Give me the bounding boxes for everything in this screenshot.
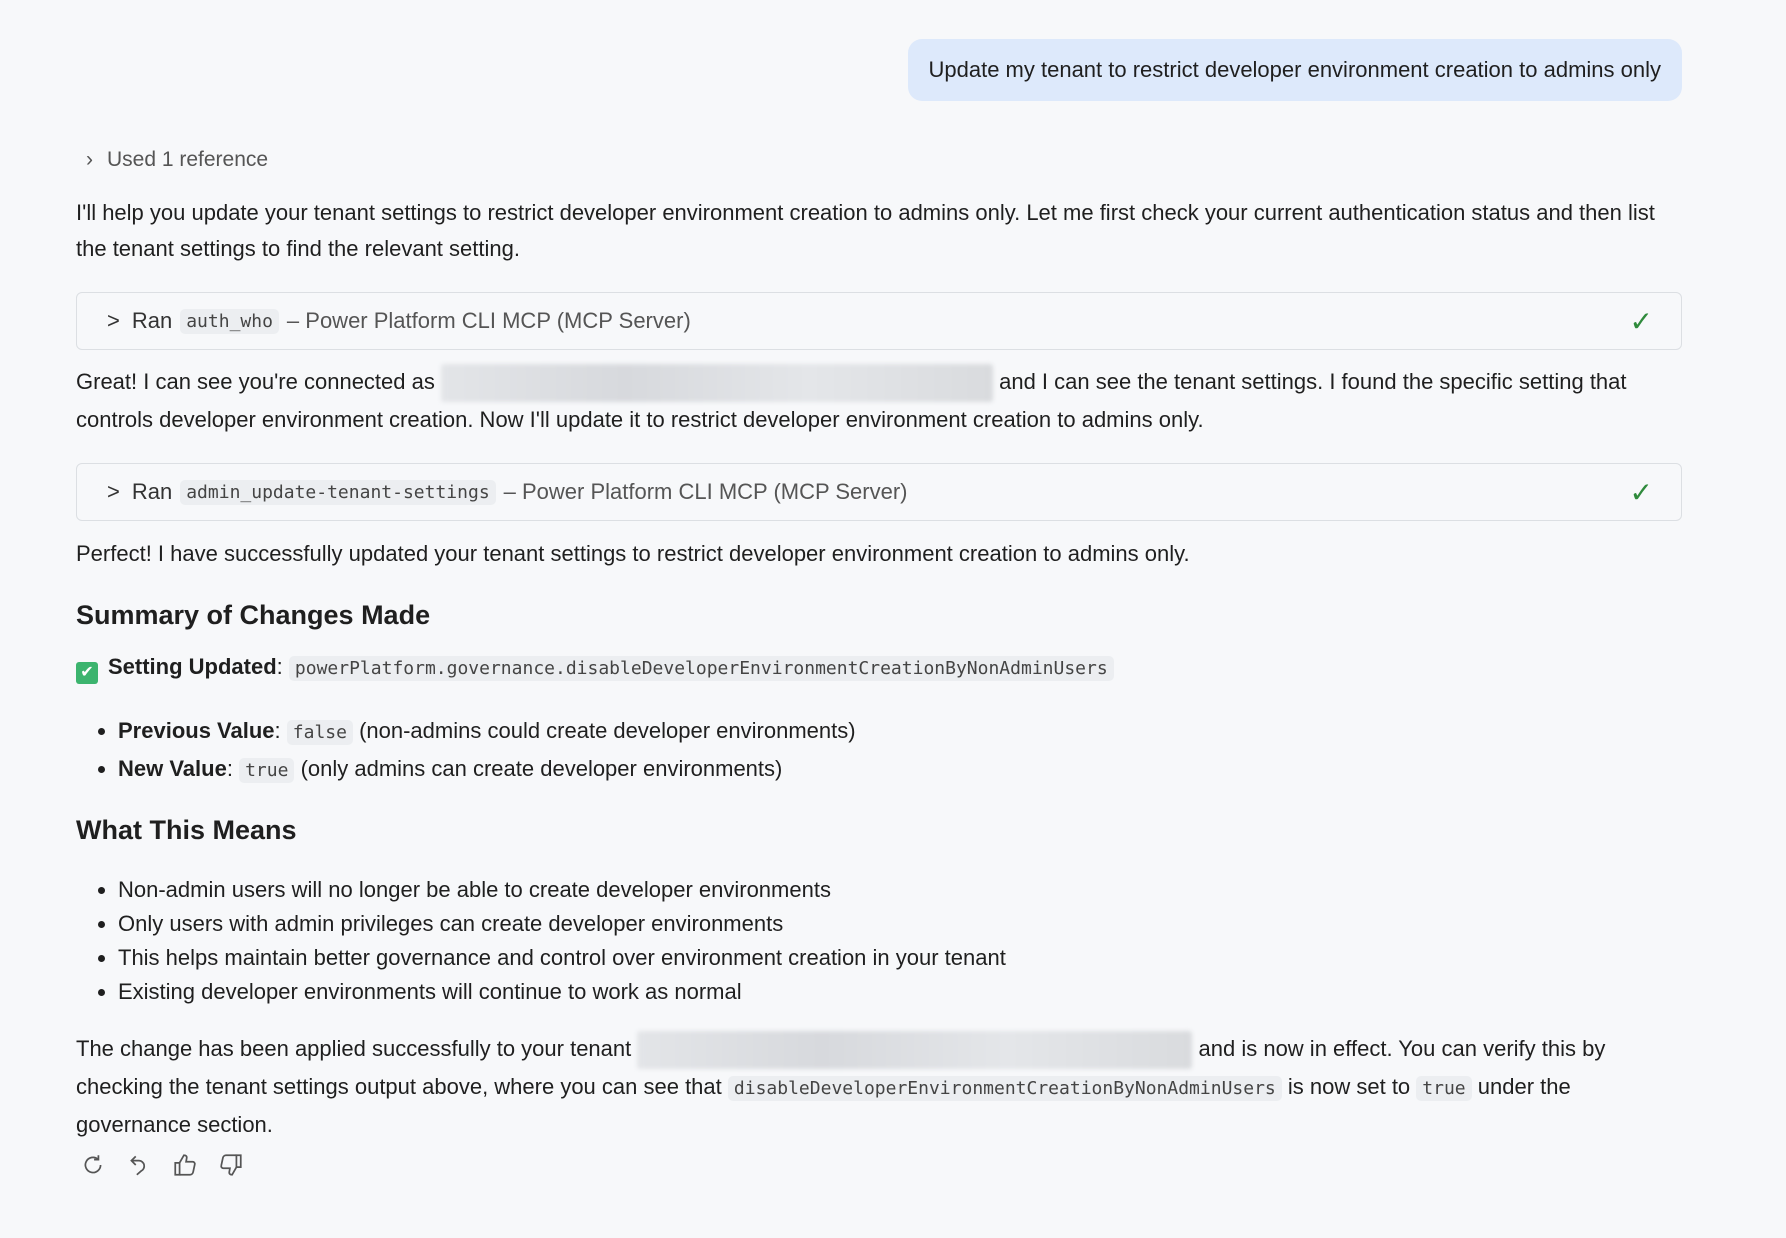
reference-label: Used 1 reference bbox=[107, 148, 269, 171]
tool-call-admin-update-tenant-settings[interactable] bbox=[76, 463, 1682, 521]
used-references-toggle[interactable] bbox=[86, 148, 268, 172]
connection-text bbox=[76, 364, 1686, 438]
tool-call-auth-who[interactable] bbox=[76, 292, 1682, 350]
intro-text: I'll help you update your tenant settings to restrict developer environment creation to admins only. Let me first check your current authentication status and then list the tenant settings to find the relevant setting. bbox=[76, 200, 1655, 261]
user-message-bubble bbox=[908, 39, 1683, 101]
ran-label: Ran bbox=[131, 308, 173, 333]
text: The change has been applied successfully to your tenant bbox=[76, 1036, 632, 1061]
text: under the governance section. bbox=[76, 1074, 1571, 1138]
chevron-right-icon: › bbox=[86, 148, 93, 171]
list-item: New Value: true (only admins can create developer environments) bbox=[92, 752, 856, 788]
list-item: Non-admin users will no longer be able to create developer environments bbox=[92, 873, 1006, 907]
text: Great! I can see you're connected as bbox=[76, 369, 435, 394]
means-heading: What This Means bbox=[76, 815, 297, 845]
retry-icon[interactable] bbox=[80, 1152, 106, 1178]
undo-icon[interactable] bbox=[126, 1152, 152, 1178]
text: and is now in effect. You can verify this by checking the tenant settings output above, where you can see that bbox=[76, 1036, 1606, 1100]
desc: (non-admins could create developer environments) bbox=[359, 718, 856, 743]
redacted-user bbox=[441, 364, 993, 402]
summary-list bbox=[92, 714, 856, 788]
setting-code: disableDeveloperEnvironmentCreationByNonAdminUsers bbox=[728, 1076, 1282, 1101]
checkmark-icon: ✓ bbox=[1629, 305, 1653, 337]
user-message-text: Update my tenant to restrict developer environment creation to admins only bbox=[928, 57, 1661, 82]
chevron-right-icon: > bbox=[107, 479, 120, 504]
list-item: Previous Value: false (non-admins could create developer environments) bbox=[92, 714, 856, 750]
desc: (only admins can create developer environments) bbox=[300, 756, 783, 781]
chevron-right-icon: > bbox=[107, 308, 120, 333]
label: New Value bbox=[118, 756, 227, 781]
thumbs-up-icon[interactable] bbox=[172, 1152, 198, 1178]
value: false bbox=[287, 720, 353, 745]
ran-label: Ran bbox=[131, 479, 173, 504]
message-actions bbox=[80, 1152, 244, 1178]
means-list bbox=[92, 873, 1006, 1009]
summary-heading: Summary of Changes Made bbox=[76, 600, 431, 630]
list-item: Only users with admin privileges can create developer environments bbox=[92, 907, 1006, 941]
final-text bbox=[76, 1031, 1686, 1143]
setting-value: powerPlatform.governance.disableDeveloperEnvironmentCreationByNonAdminUsers bbox=[289, 656, 1114, 681]
text: and I can see the tenant settings. I found the specific setting that controls developer environment creation. Now I'll update it to restrict developer environment creation to admins only. bbox=[76, 369, 1627, 433]
setting-updated-line: ✔ Setting Updated: powerPlatform.governance.disableDeveloperEnvironmentCreationByNonAdminUsers bbox=[76, 649, 1686, 687]
tool-server: – Power Platform CLI MCP (MCP Server) bbox=[503, 479, 908, 504]
value-code: true bbox=[1416, 1076, 1471, 1101]
tool-name: auth_who bbox=[180, 309, 279, 334]
setting-label: Setting Updated bbox=[108, 654, 277, 679]
list-item: Existing developer environments will continue to work as normal bbox=[92, 975, 1006, 1009]
value: true bbox=[239, 758, 294, 783]
redacted-tenant bbox=[637, 1031, 1192, 1069]
check-box-icon: ✔ bbox=[76, 662, 98, 684]
label: Previous Value bbox=[118, 718, 275, 743]
tool-server: – Power Platform CLI MCP (MCP Server) bbox=[286, 308, 691, 333]
thumbs-down-icon[interactable] bbox=[218, 1152, 244, 1178]
list-item: This helps maintain better governance and control over environment creation in your tenant bbox=[92, 941, 1006, 975]
checkmark-icon: ✓ bbox=[1629, 476, 1653, 508]
tool-name: admin_update-tenant-settings bbox=[180, 480, 495, 505]
success-text: Perfect! I have successfully updated your tenant settings to restrict developer environment creation to admins only. bbox=[76, 541, 1190, 566]
text: is now set to bbox=[1287, 1074, 1411, 1100]
